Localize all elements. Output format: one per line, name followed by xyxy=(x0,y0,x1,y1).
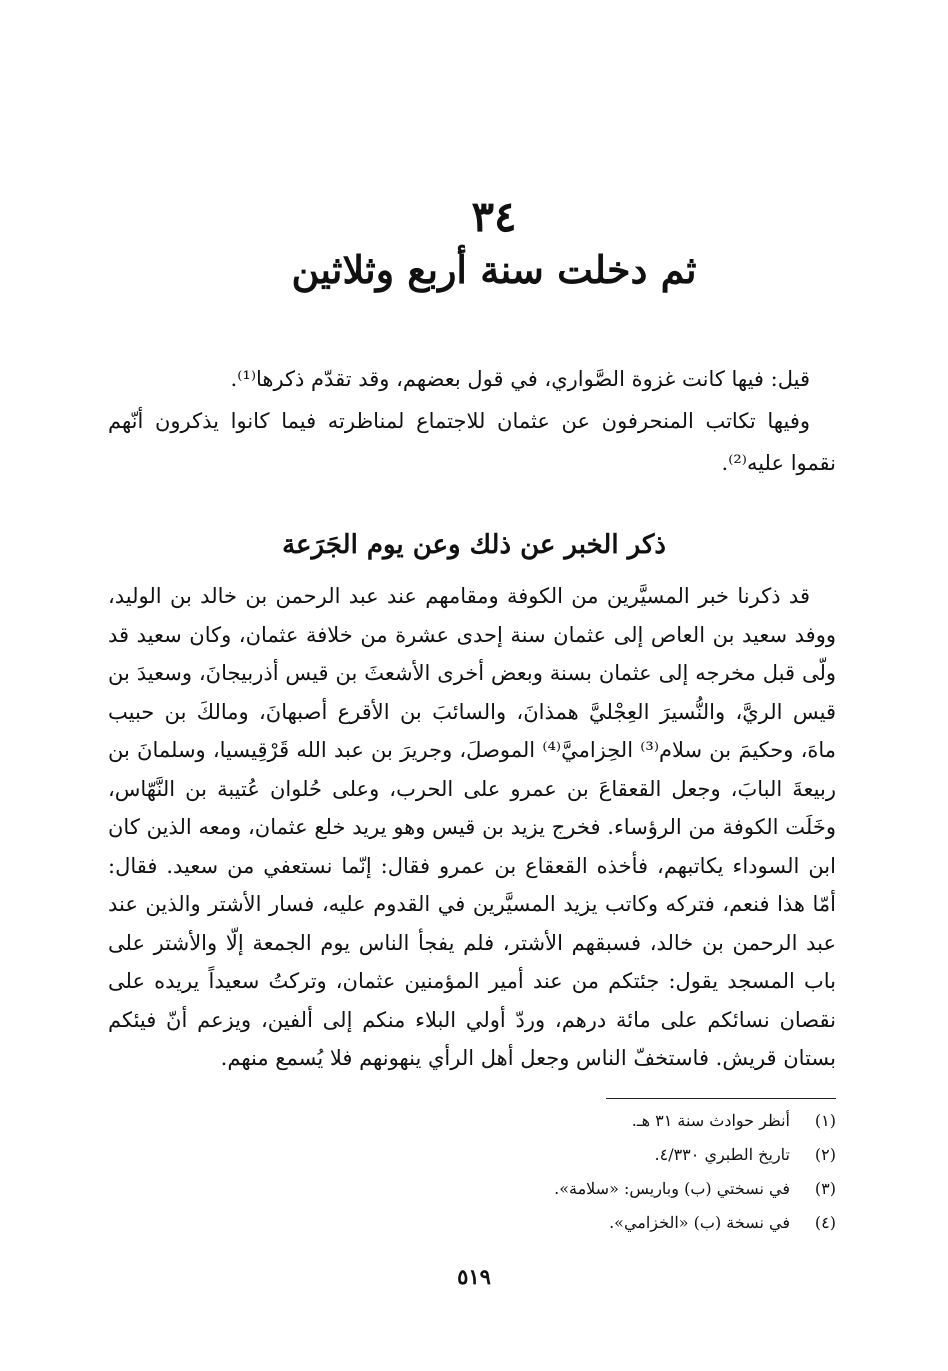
page-number: ٥١٩ xyxy=(457,1264,491,1289)
footnote-item xyxy=(136,1104,836,1138)
footnotes-list xyxy=(136,1104,836,1240)
footnote-text: في نسختي (ب) وباريس: «سلامة». xyxy=(554,1179,790,1198)
intro-paragraph-2: وفيها تكاتب المنحرفون عن عثمان للاجتماع لمناظرته فيما كانوا يذكرون أنّهم نقموا عليه⁽²⁾. xyxy=(108,409,836,475)
footnote-item xyxy=(136,1172,836,1206)
chapter-title: ثم دخلت سنة أربع وثلاثين xyxy=(291,247,697,292)
footnote-number: (١) xyxy=(814,1111,836,1130)
footnote-text: أنظر حوادث سنة ٣١ هـ. xyxy=(631,1111,790,1130)
footnote-divider xyxy=(606,1098,836,1099)
intro-section xyxy=(108,358,836,484)
footnote-item xyxy=(136,1206,836,1240)
footnote-text: تاريخ الطبري ٤/٣٣٠. xyxy=(654,1145,790,1164)
footnote-number: (٣) xyxy=(814,1179,836,1198)
chapter-number: ٣٤ xyxy=(471,192,517,241)
footnote-number: (٢) xyxy=(814,1145,836,1164)
footnote-text: في نسخة (ب) «الخزامي». xyxy=(609,1213,790,1232)
section-heading: ذكر الخبر عن ذلك وعن يوم الجَرَعة xyxy=(282,530,666,560)
footnote-item xyxy=(136,1138,836,1172)
intro-paragraph-1: قيل: فيها كانت غزوة الصَّواري، في قول بعضهم، وقد تقدّم ذكرها⁽¹⁾. xyxy=(230,367,810,391)
footnote-number: (٤) xyxy=(814,1213,836,1232)
body-paragraph: قد ذكرنا خبر المسيَّرين من الكوفة ومقامهم عند عبد الرحمن بن خالد بن الوليد، ووفد سعيد بن العاص إلى عثمان سنة إحدى عشرة من خلافة عثمان، وكان سعيد قد ولّى قبل مخرجه إلى عثمان بسنة وبعض أخرى الأشعثَ بن قيس أذربيجانَ، وسعيدَ بن قيس الريَّ، والنُّسيرَ العِجْليَّ همذانَ، والسائبَ بن الأقرع أصبهانَ، ومالكَ بن حبيب ماهَ، وحكيمَ بن سلام⁽³⁾ الحِزاميَّ⁽⁴⁾ الموصلَ، وجريرَ بن عبد الله قَرْقِيسيا، وسلمانَ بن ربيعةَ البابَ، وجعل القعقاعَ بن عمرو على الحرب، وعلى حُلوان عُتيبة بن النَّهّاس، وخَلَت الكوفة من الرؤساء. فخرج يزيد بن قيس وهو يريد خلع عثمان، ومعه الذين كان ابن السوداء يكاتبهم، فأخذه القعقاع بن عمرو فقال: إنّما نستعفي من سعيد. فقال: أمّا هذا فنعم، فتركه وكاتب يزيد المسيَّرين في القدوم عليه، فسار الأشتر والذين عند عبد الرحمن بن خالد، فسبقهم الأشتر، فلم يفجأ الناس يوم الجمعة إلّا والأشتر على باب المسجد يقول: جئتكم من عند أمير المؤمنين عثمان، وتركتُ سعيداً يريده على نقصان نسائكم على مائة درهم، وردّ أولي البلاء منكم إلى ألفين، ويزعم أنّ فيئكم بستان قريش. فاستخفّ الناس وجعل أهل الرأي ينهونهم فلا يُسمع منهم. xyxy=(108,584,836,1070)
